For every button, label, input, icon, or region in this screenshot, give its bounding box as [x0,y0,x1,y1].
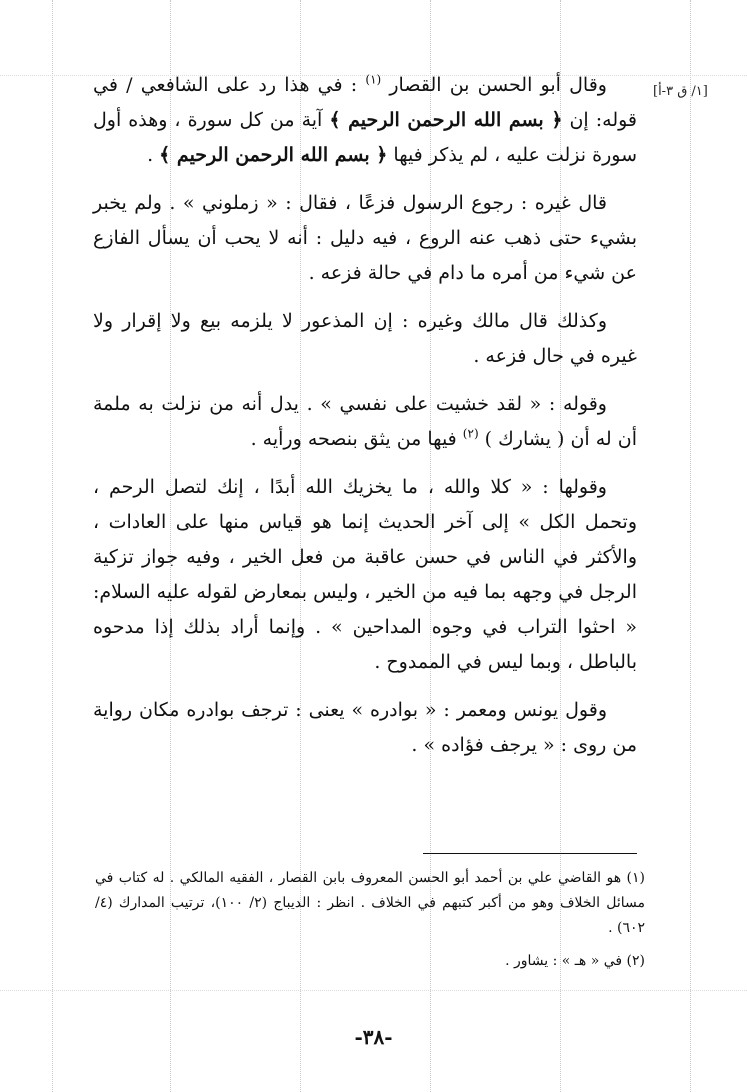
paragraph [93,470,637,680]
footnotes [95,866,645,982]
quranic-quote: ﴿ بسم الله الرحمن الرحيم ﴾ [329,109,563,131]
text-run: وقوله : « لقد خشيت على نفسي » . يدل أنه من نزلت به ملمة أن له أن ( يشارك ) [93,393,637,450]
quranic-quote: ﴿ بسم الله الرحمن الرحيم ﴾ [159,144,388,166]
text-run: وقولها : « كلا والله ، ما يخزيك الله أبدًا ، إنك لتصل الرحم ، وتحمل الكل » إلى آخر الحديث إنما هو قياس منها على العادات ، والأكثر في الناس في حسن عاقبة من فعل الخير ، وفيه جواز تزكية الرجل في وجهه بما فيه من الخير ، وليس بمعارض لقوله عليه السلام: « احثوا التراب في وجوه المداحين » . وإنما أراد بذلك إذا مدحوه بالباطل ، وبما ليس في الممدوح . [93,476,637,673]
margin-reference: [١/ ق ٣-أ] [653,84,708,99]
footnote-1: (١) هو القاضي علي بن أحمد أبو الحسن المعروف بابن القصار ، الفقيه المالكي . له كتاب في مسائل الخلاف وهو من أكبر كتبهم في الخلاف . انظر : الديباج (٢/ ١٠٠)، ترتيب المدارك (٤/ ٦٠٢) . [95,870,645,936]
guide-line [0,990,747,991]
paragraph [93,387,637,457]
text-run: : في هذا رد على الشافعي / في قوله: إن [93,74,638,131]
guide-line [690,0,691,1092]
text-run: وقول يونس ومعمر : « بوادره » يعنى : ترجف بوادره مكان رواية من روى : « يرجف فؤاده » . [93,699,637,756]
footnote-2: (٢) في « هـ » : يشاور . [505,953,645,969]
paragraph [93,186,637,291]
page-number: -٣٨- [354,1025,393,1049]
paragraph [93,304,637,374]
footnote-marker: (١) [365,72,382,87]
paragraph [93,68,637,173]
text-run: . [147,144,160,166]
footnote-separator [423,853,637,854]
text-run: قال غيره : رجوع الرسول فزعًا ، فقال : « زملوني » . ولم يخبر بشيء حتى ذهب عنه الروع ، فيه دليل : أنه لا يحب أن يسأل الفازع عن شيء من أمره ما دام في حالة فزعه . [93,192,637,284]
text-run: فيها من يثق بنصحه ورأيه . [250,428,463,450]
text-run: وقال أبو الحسن بن القصار [381,74,607,96]
guide-line [52,0,53,1092]
text-run: آية من كل سورة ، وهذه أول سورة نزلت عليه ، لم يذكر فيها [93,109,637,166]
main-text [93,68,637,776]
text-run: وكذلك قال مالك وغيره : إن المذعور لا يلزمه بيع ولا إقرار ولا غيره في حال فزعه . [93,310,637,367]
footnote-marker: (٢) [462,426,479,441]
paragraph [93,693,637,763]
